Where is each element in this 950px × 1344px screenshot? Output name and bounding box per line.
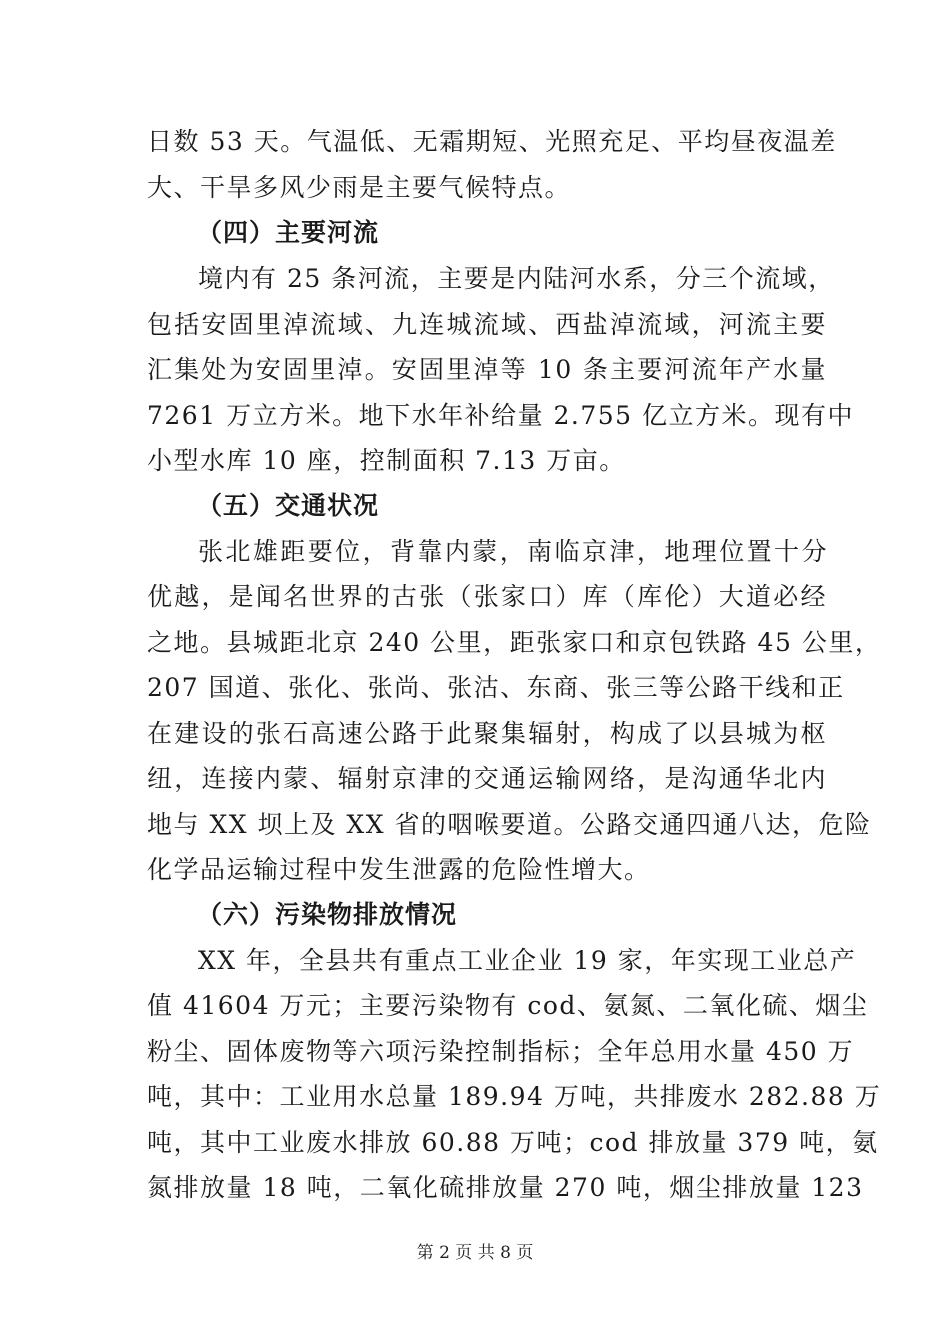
page-number: 第 2 页 共 8 页 <box>416 1243 534 1263</box>
paragraph-line: 值 41604 万元；主要污染物有 cod、氨氮、二氧化硫、烟尘 <box>147 991 869 1020</box>
paragraph-line: 化学品运输过程中发生泄露的危险性增大。 <box>147 855 651 884</box>
paragraph-line: 优越，是闻名世界的古张（张家口）库（库伦）大道必经 <box>147 582 827 611</box>
paragraph-line: 包括安固里淖流域、九连城流域、西盐淖流域，河流主要 <box>147 310 827 339</box>
paragraph-line: 小型水库 10 座，控制面积 7.13 万亩。 <box>147 446 626 475</box>
paragraph-line: 粉尘、固体废物等六项污染控制指标；全年总用水量 450 万 <box>147 1037 855 1066</box>
paragraph-line: 吨，其中：工业用水总量 189.94 万吨，共排废水 282.88 万 <box>147 1082 882 1111</box>
section-heading-pollution: （六）污染物排放情况 <box>197 900 458 929</box>
paragraph-line: 吨，其中工业废水排放 60.88 万吨；cod 排放量 379 吨，氨 <box>147 1128 879 1157</box>
paragraph-line: 在建设的张石高速公路于此聚集辐射，构成了以县城为枢 <box>147 719 827 748</box>
section-heading-rivers: （四）主要河流 <box>197 218 380 247</box>
paragraph-line: XX 年，全县共有重点工业企业 19 家，年实现工业总产 <box>198 946 857 975</box>
paragraph-line: 纽，连接内蒙、辐射京津的交通运输网络，是沟通华北内 <box>147 764 827 793</box>
paragraph-line: 地与 XX 坝上及 XX 省的咽喉要道。公路交通四通八达，危险 <box>147 810 872 839</box>
paragraph-line: 日数 53 天。气温低、无霜期短、光照充足、平均昼夜温差 <box>147 127 837 156</box>
section-heading-traffic: （五）交通状况 <box>197 491 380 520</box>
paragraph-line: 大、干旱多风少雨是主要气候特点。 <box>147 173 572 202</box>
paragraph-line: 氮排放量 18 吨，二氧化硫排放量 270 吨，烟尘排放量 123 <box>147 1173 864 1202</box>
paragraph-line: 境内有 25 条河流，主要是内陆河水系，分三个流域， <box>198 264 835 293</box>
paragraph-line: 207 国道、张化、张尚、张沽、东商、张三等公路干线和正 <box>147 673 845 702</box>
paragraph-line: 之地。县城距北京 240 公里，距张家口和京包铁路 45 公里， <box>147 628 882 657</box>
paragraph-line: 7261 万立方米。地下水年补给量 2.755 亿立方米。现有中 <box>147 401 855 430</box>
paragraph-line: 张北雄距要位，背靠内蒙，南临京津，地理位置十分 <box>198 537 828 566</box>
paragraph-line: 汇集处为安固里淖。安固里淖等 10 条主要河流年产水量 <box>147 355 827 384</box>
